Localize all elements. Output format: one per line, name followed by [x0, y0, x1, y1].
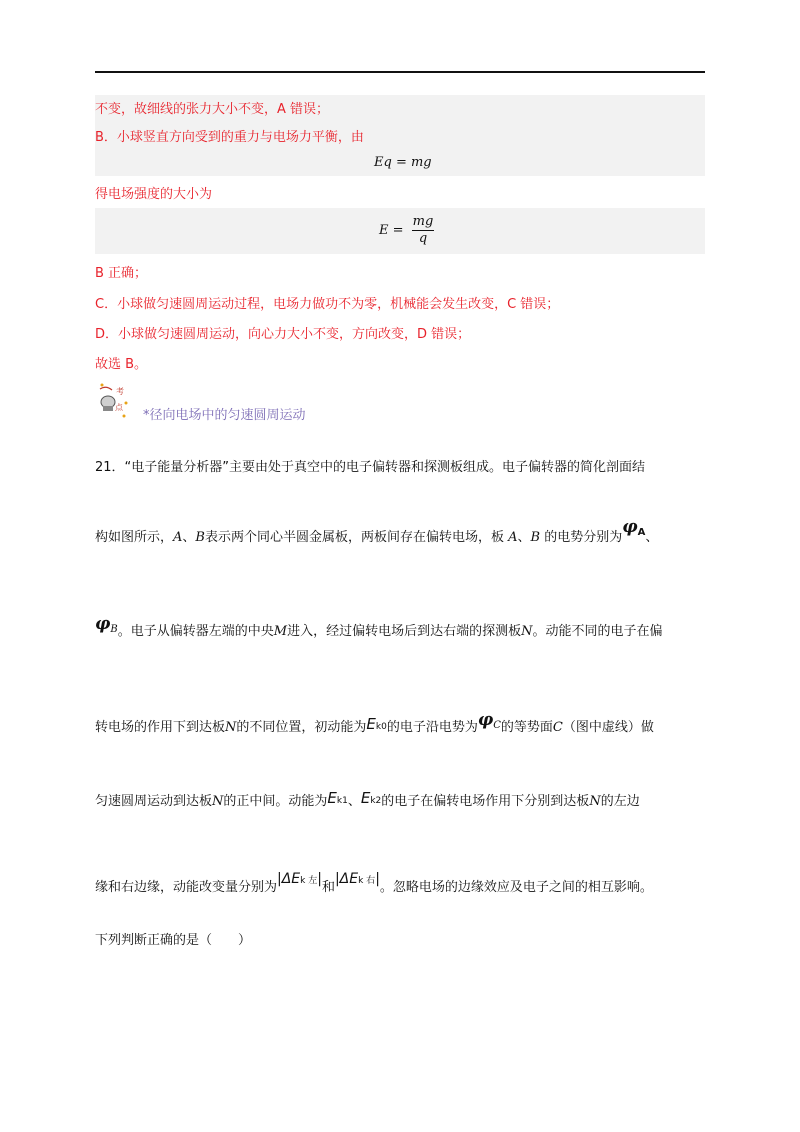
- kp-char-2: 点: [115, 403, 123, 412]
- question-line-4: [95, 710, 654, 737]
- delta-symbol: |ΔE: [334, 871, 359, 887]
- text-run: 。忽略电场的边缘效应及电子之间的相互影响。: [379, 880, 653, 895]
- question-line-7: [95, 929, 251, 948]
- phi-subscript: B: [110, 624, 118, 635]
- solution-line-5: C．小球做匀速圆周运动过程，电场力做功不为零，机械能会发生改变，C 错误；: [95, 297, 560, 312]
- var-B: B: [530, 530, 541, 545]
- text-run: 匀速圆周运动到达板: [95, 794, 213, 809]
- fraction-denominator: q: [418, 231, 428, 246]
- phi-c: [477, 710, 501, 731]
- text-run: 、: [517, 530, 531, 545]
- question-line-1: [95, 456, 645, 475]
- var-M: M: [273, 624, 288, 639]
- fraction: [412, 214, 435, 247]
- solution-line-1: 不变，故细线的张力大小不变，A 错误；: [95, 102, 330, 117]
- var-N: N: [212, 794, 224, 809]
- abs-bar: |: [375, 871, 380, 887]
- ek-symbol: E: [360, 789, 371, 807]
- text-run: 、: [182, 530, 196, 545]
- question-line-2: [95, 517, 659, 547]
- formula-eq-mg: Eq = mg: [374, 155, 432, 170]
- fraction-numerator: mg: [412, 214, 434, 229]
- formula-e-fraction: [379, 214, 434, 247]
- abs-bar: |: [317, 871, 322, 887]
- text-run: （图中虚线）做: [562, 720, 654, 735]
- text-run: 的电势分别为: [540, 530, 623, 545]
- var-N: N: [521, 624, 533, 639]
- delta-ek-left: [277, 871, 322, 887]
- text-run: 。动能不同的电子在偏: [532, 624, 663, 639]
- phi-a: [622, 517, 646, 538]
- knowledge-point-text[interactable]: *径向电场中的匀速圆周运动: [143, 408, 306, 423]
- text-run: 的电子在偏转电场作用下分别到达板: [381, 794, 590, 809]
- phi-subscript: A: [637, 527, 646, 538]
- question-line-3: [95, 614, 663, 641]
- question-prompt: 下列判断正确的是（ ）: [95, 933, 252, 948]
- solution-line-7: 故选 B。: [95, 357, 148, 372]
- solution-line-2: B．小球竖直方向受到的重力与电场力平衡，由: [95, 130, 364, 145]
- text-run: 、: [645, 530, 659, 545]
- text-run: 缘和右边缘，动能改变量分别为: [95, 880, 278, 895]
- kp-char-1: 考: [116, 387, 124, 396]
- solution-line-4: B 正确；: [95, 266, 148, 281]
- phi-symbol: φ: [477, 710, 494, 730]
- text-run: 的电子沿电势为: [386, 720, 478, 735]
- text-run: 、: [347, 794, 361, 809]
- text-run: 转电场的作用下到达板: [95, 720, 226, 735]
- question-text: 21．“电子能量分析器”主要由处于真空中的电子偏转器和探测板组成。电子偏转器的简化剖面结: [95, 460, 646, 475]
- ek-symbol: E: [366, 715, 376, 733]
- question-line-5: [95, 790, 640, 809]
- var-B: B: [195, 530, 205, 545]
- ek-subscript: k0: [375, 722, 387, 732]
- solution-line-6: D．小球做匀速圆周运动，向心力大小不变，方向改变，D 错误；: [95, 327, 471, 342]
- question-line-6: [95, 871, 653, 895]
- var-C: C: [552, 720, 563, 735]
- var-A: A: [508, 530, 518, 545]
- ek2: [361, 789, 381, 807]
- solution-line-3: 得电场强度的大小为: [95, 187, 213, 202]
- formula-e-left: E =: [379, 223, 404, 238]
- var-N: N: [589, 794, 601, 809]
- phi-symbol: φ: [622, 517, 638, 537]
- text-run: 构如图所示，: [95, 530, 174, 545]
- var-A: A: [173, 530, 183, 545]
- ek0: [366, 715, 386, 733]
- text-run: 的左边: [600, 794, 640, 809]
- var-N: N: [225, 720, 237, 735]
- text-run: 进入，经过偏转电场后到达右端的探测板: [287, 624, 522, 639]
- ek-subscript: k1: [336, 796, 348, 806]
- text-run: 的不同位置，初动能为: [236, 720, 367, 735]
- header-rule: [95, 71, 705, 73]
- delta-symbol: |ΔE: [277, 871, 301, 887]
- text-run: 的正中间。动能为: [223, 794, 328, 809]
- ek-subscript: k2: [370, 796, 382, 806]
- text-run: 表示两个同心半圆金属板，两板间存在偏转电场，板: [204, 530, 509, 545]
- text-run: 和: [321, 880, 335, 895]
- knowledge-point-icon: [96, 382, 130, 422]
- delta-ek-right: [335, 871, 380, 887]
- delta-subscript: k 左: [300, 876, 318, 886]
- phi-b: [95, 614, 118, 635]
- phi-symbol: φ: [95, 614, 111, 634]
- ek-symbol: E: [327, 789, 337, 807]
- delta-subscript: k 右: [358, 876, 376, 886]
- text-run: 的等势面: [500, 720, 553, 735]
- phi-subscript: C: [493, 720, 501, 731]
- text-run: 。电子从偏转器左端的中央: [117, 624, 274, 639]
- ek1: [327, 789, 347, 807]
